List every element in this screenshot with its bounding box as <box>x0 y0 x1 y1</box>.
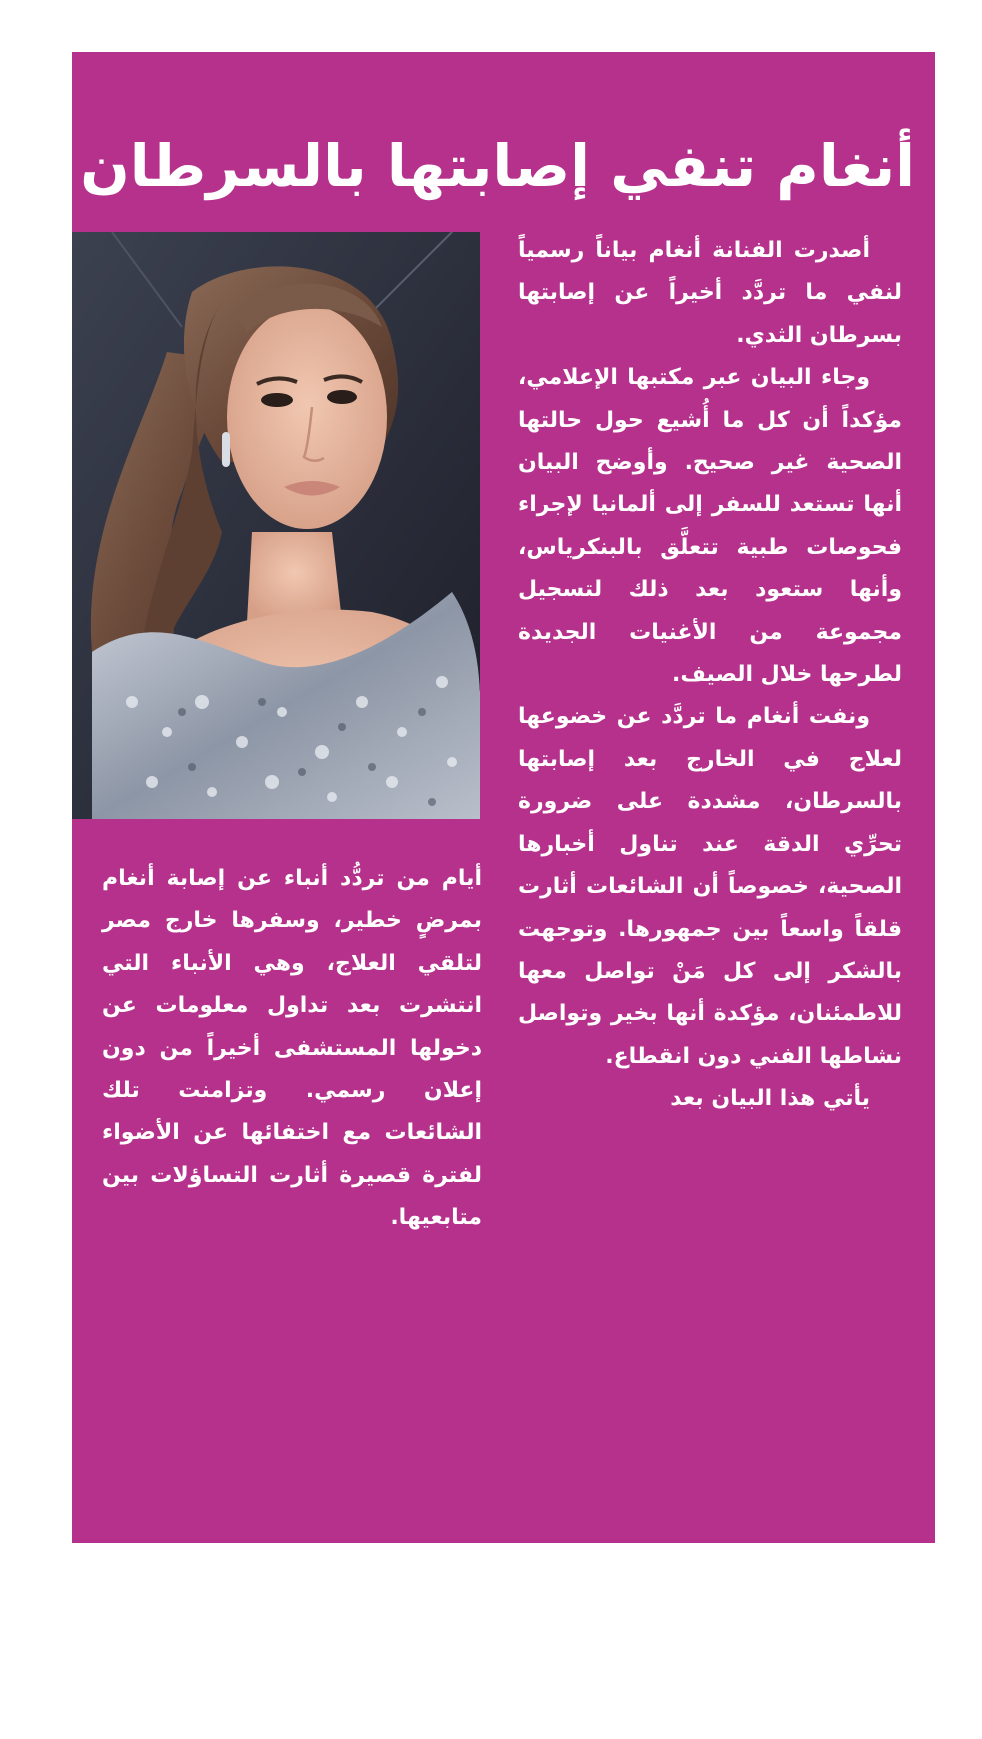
paragraph-2: وجاء البيان عبر مكتبها الإعلامي، مؤكداً أن كل ما أُشيع حول حالتها الصحية غير صحيح. وأوضح البيان أنها تستعد للسفر إلى ألمانيا لإجراء فحوصات طبية تتعلَّق بالبنكرياس، وأنها ستعود بعد ذلك لتسجيل مجموعة من الأغنيات الجديدة لطرحها خلال الصيف. <box>518 365 902 688</box>
paragraph-1: أصدرت الفنانة أنغام بياناً رسمياً لنفي ما تردَّد أخيراً عن إصابتها بسرطان الثدي. <box>518 238 902 348</box>
article-column-right <box>518 230 902 1121</box>
article-panel <box>72 52 935 1543</box>
portrait-image <box>72 232 480 819</box>
paragraph-continued: أيام من تردُّد أنباء عن إصابة أنغام بمرضٍ خطير، وسفرها خارج مصر لتلقي العلاج، وهي الأنباء التي انتشرت بعد تداول معلومات عن دخولها المستشفى أخيراً من دون إعلان رسمي. وتزامنت تلك الشائعات مع اختفائها عن الأضواء لفترة قصيرة أثارت التساؤلات بين متابعيها. <box>102 866 482 1231</box>
headline: أنغام تنفي إصابتها بالسرطان <box>80 132 915 200</box>
paragraph-3: ونفت أنغام ما تردَّد عن خضوعها لعلاج في الخارج بعد إصابتها بالسرطان، مشددة على ضرورة تحرِّي الدقة عند تناول أخبارها الصحية، خصوصاً أن الشائعات أثارت قلقاً واسعاً بين جمهورها. وتوجهت بالشكر إلى كل مَنْ تواصل معها للاطمئنان، مؤكدة أنها بخير وتواصل نشاطها الفني دون انقطاع. <box>518 704 902 1069</box>
article-photo <box>72 232 480 819</box>
paragraph-4: يأتي هذا البيان بعد <box>670 1086 870 1112</box>
article-column-left <box>102 858 482 1240</box>
